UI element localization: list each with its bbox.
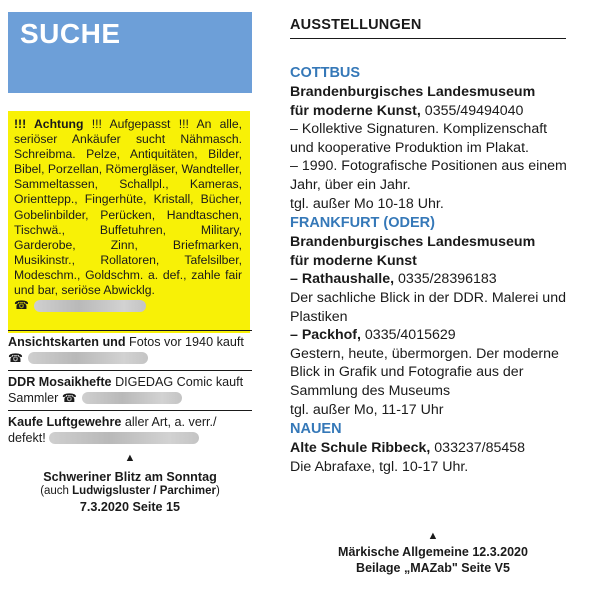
source-line-2-post: )	[215, 485, 220, 497]
exhibition-text: – Kollektive Signaturen. Komplizenschaft und kooperative Produktion im Plakat.	[290, 121, 548, 156]
city-heading-frankfurt: FRANKFURT (ODER)	[290, 215, 435, 232]
phone-number: 033237/85458	[430, 440, 526, 457]
venue	[290, 326, 570, 345]
source-line-2	[8, 485, 252, 497]
opening-hours: tgl. außer Mo 10-18 Uhr.	[290, 195, 444, 212]
divider	[8, 330, 252, 331]
phone-number: 0335/28396183	[394, 271, 497, 288]
redacted-phone-number	[49, 432, 199, 444]
classified-text: Fotos vor 1940 kauft	[125, 335, 244, 349]
source-line-2: Beilage „MAZab" Seite V5	[356, 561, 510, 575]
divider	[8, 370, 252, 371]
redacted-phone-number	[82, 392, 182, 404]
telephone-icon: ☎	[14, 298, 29, 313]
phone-number: 0355/49494040	[420, 102, 524, 119]
redacted-phone-number	[34, 300, 146, 312]
venue-name: – Packhof,	[290, 327, 361, 344]
classified-ad-postcards	[8, 333, 252, 366]
section-title: AUSSTELLUNGEN	[290, 17, 422, 33]
up-triangle-icon: ▲	[427, 530, 439, 542]
telephone-icon: ☎	[61, 390, 77, 405]
source-caption-right	[283, 530, 583, 575]
yellow-classified-ad	[8, 111, 250, 333]
venue	[290, 439, 570, 458]
source-line-1: Märkische Allgemeine 12.3.2020	[338, 545, 528, 559]
opening-hours: tgl. außer Mo, 11-17 Uhr	[290, 401, 444, 418]
classified-bold: DDR Mosaikhefte	[8, 375, 112, 389]
source-line-2-bold: Ludwigsluster / Parchimer	[72, 485, 216, 497]
city-heading-cottbus: COTTBUS	[290, 65, 361, 81]
museum-line-2: für moderne Kunst,	[290, 102, 421, 119]
museum-line-2: für moderne Kunst	[290, 252, 417, 269]
divider	[8, 410, 252, 411]
suche-header-box	[8, 12, 252, 93]
exhibition-text: Der sachliche Blick in der DDR. Malerei und Plastiken	[290, 289, 566, 325]
classified-bold: Ansichtskarten und	[8, 335, 126, 349]
museum-line-1: Brandenburgisches Landesmuseum	[290, 84, 536, 100]
exhibition-text: – 1990. Fotografische Positionen aus einem Jahr, über ein Jahr.	[290, 158, 567, 193]
source-line-1: Schweriner Blitz am Sonntag	[43, 470, 217, 484]
venue-name: – Rathaushalle,	[290, 271, 395, 288]
venue-name: Alte Schule Ribbeck,	[290, 440, 431, 457]
classified-text: DIGEDAG Comic kauft Sammler	[8, 375, 244, 405]
telephone-icon: ☎	[8, 350, 23, 365]
exhibition-text: Gestern, heute, übermorgen. Der moderne Blick in Grafik und Fotografie aus der Sammlung des Museums	[290, 345, 559, 399]
exhibition-text: Die Abrafaxe, tgl. 10-17 Uhr.	[290, 458, 469, 475]
classified-ad-comics	[8, 373, 252, 406]
museum-name	[290, 233, 570, 270]
phone-number: 0335/4015629	[360, 327, 456, 344]
venue	[290, 270, 570, 289]
museum-name	[290, 83, 570, 120]
classified-bold: Kaufe Luftgewehre	[8, 415, 122, 429]
suche-title: SUCHE	[20, 18, 121, 49]
up-triangle-icon: ▲	[124, 452, 136, 464]
museum-line-1: Brandenburgisches Landesmuseum	[290, 234, 536, 251]
source-caption-left	[8, 452, 252, 514]
source-line-2-pre: (auch	[40, 485, 73, 497]
redacted-phone-number	[28, 352, 148, 364]
ad-text: !!! Aufgepasst !!! An alle, seriöser Ankäufer sucht Nähmasch. Schreibma. Pelze, Antiquitäten, Bilder, Bibel, Porzellan, Römergläser, Wandteller, Sammeltassen, Schallpl., Kameras, Orienttepp., Fingerhüte, Kristall, Bücher, Gobelinbilder, Perücken, Handtaschen, Tischwä., Buffetuhren, Military, Garderobe, Zinn, Briefmarken, Musikinstr., Rollatoren, Tafelsilber, Modeschm., Goldschm. a. def., zahle fair und bar, seriöse Abwicklg.	[14, 117, 242, 298]
source-line-3: 7.3.2020 Seite 15	[79, 500, 181, 514]
city-heading-nauen: NAUEN	[290, 421, 342, 438]
classified-text: aller Art, a. verr./ defekt!	[8, 415, 217, 445]
exhibitions-list	[290, 63, 570, 476]
ad-bold-lead: !!! Achtung	[14, 117, 84, 131]
classified-ad-airguns	[8, 413, 252, 446]
title-rule	[290, 38, 566, 39]
